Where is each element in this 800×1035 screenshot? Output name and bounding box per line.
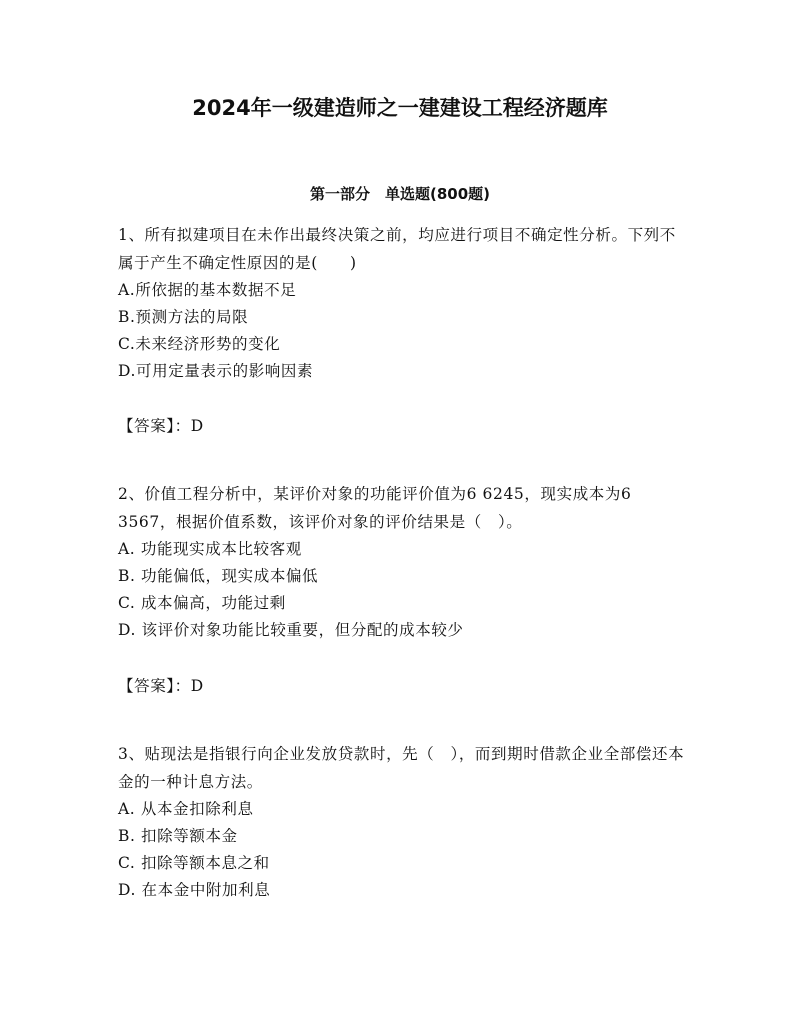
option-b: B.预测方法的局限 (118, 308, 249, 326)
option-d: D.可用定量表示的影响因素 (118, 362, 314, 380)
answer-2: 【答案】：D (118, 677, 204, 695)
option-c: C. 扣除等额本息之和 (118, 854, 270, 872)
question-stem: 3、贴现法是指银行向企业发放贷款时，先（ ），而到期时借款企业全部偿还本金的一种计息方法。 (118, 745, 685, 791)
option-b: B. 扣除等额本金 (118, 827, 238, 845)
option-c: C. 成本偏高，功能过剩 (118, 594, 286, 612)
option-d: D. 该评价对象功能比较重要，但分配的成本较少 (118, 621, 464, 639)
option-a: A.所依据的基本数据不足 (118, 281, 297, 299)
question-stem: 1、所有拟建项目在未作出最终决策之前，均应进行项目不确定性分析。下列不属于产生不确定性原因的是( ) (118, 226, 676, 272)
option-c: C.未来经济形势的变化 (118, 335, 281, 353)
question-2 (118, 480, 690, 644)
option-a: A. 从本金扣除利息 (118, 800, 254, 818)
document-title: 2024年一级建造师之一建建设工程经济题库 (192, 96, 608, 120)
section-title: 第一部分 单选题(800题) (309, 185, 491, 203)
option-b: B. 功能偏低，现实成本偏低 (118, 567, 319, 585)
question-1 (118, 221, 690, 385)
answer-1: 【答案】：D (118, 417, 204, 435)
question-3 (118, 740, 690, 904)
question-stem: 2、价值工程分析中，某评价对象的功能评价值为6 6245，现实成本为6 3567，根据价值系数，该评价对象的评价结果是（ ）。 (118, 485, 632, 531)
option-a: A. 功能现实成本比较客观 (118, 540, 302, 558)
option-d: D. 在本金中附加利息 (118, 881, 271, 899)
